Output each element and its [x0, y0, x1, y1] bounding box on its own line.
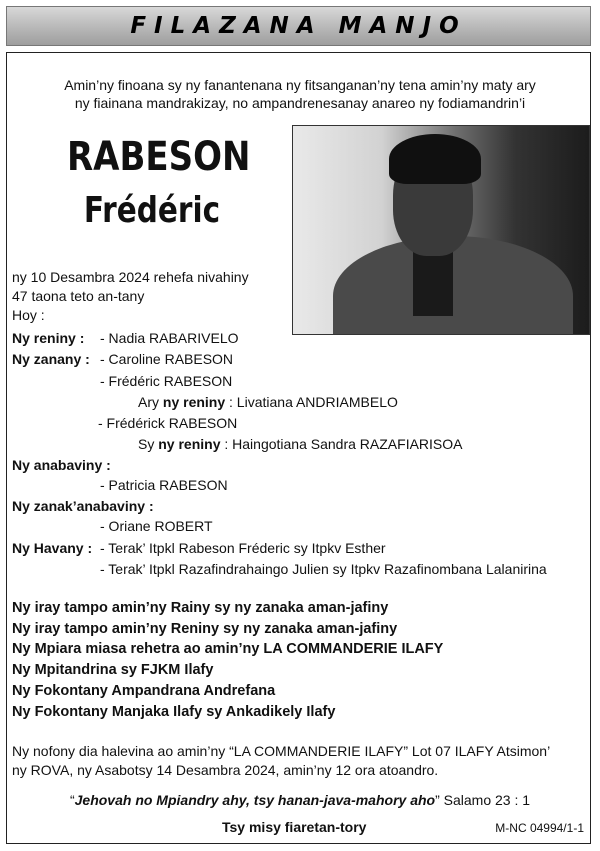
- nieces-label: Ny zanak’anabaviny :: [12, 498, 154, 514]
- photo-hair: [389, 134, 481, 184]
- header-banner: [6, 6, 591, 46]
- children-label: Ny zanany :: [12, 351, 90, 367]
- intro-text: [20, 76, 580, 112]
- relatives-label: Ny Havany :: [12, 540, 93, 556]
- mother-label: Ny reniny :: [12, 330, 85, 346]
- siblings-label: Ny anabaviny :: [12, 457, 111, 473]
- child-2-spouse-name: : Livatiana ANDRIAMBELO: [229, 394, 398, 410]
- death-date-line: ny 10 Desambra 2024 rehefa nivahiny: [12, 269, 249, 285]
- also-line-1: Ny iray tampo amin’ny Rainy sy ny zanaka aman-jafiny: [12, 600, 389, 616]
- also-line-5: Ny Fokontany Ampandrana Andrefana: [12, 682, 276, 699]
- child-1: - Caroline RABESON: [100, 351, 234, 367]
- verse-open-quote: “: [69, 792, 75, 808]
- child-3-spouse: [138, 435, 462, 453]
- photo-shirt: [413, 246, 453, 316]
- child-3: - Frédérick RABESON: [98, 415, 238, 431]
- closing-line: Tsy misy fiaretan-tory: [222, 819, 367, 835]
- deceased-last-name: RABESON: [67, 134, 251, 180]
- mother-name: - Nadia RABARIVELO: [100, 330, 239, 346]
- also-line-3: Ny Mpiara miasa rehetra ao amin’ny LA COMMANDERIE ILAFY: [12, 641, 444, 658]
- intro-line-1: Amin’ny finoana sy ny fanantenana ny fitsanganan’ny tena amin’ny maty ary: [64, 77, 536, 93]
- notice-reference: M-NC 04994/1-1: [495, 821, 584, 835]
- hoy-line: Hoy :: [12, 307, 45, 323]
- child-3-spouse-prefix: Sy: [138, 436, 155, 452]
- funeral-line-1: Ny nofony dia halevina ao amin’ny “LA COMMANDERIE ILAFY” Lot 07 ILAFY Atsimon’: [12, 743, 551, 759]
- relative-1: - Terak’ Itpkl Rabeson Fréderic sy Itpkv Esther: [100, 540, 386, 556]
- age-line: 47 taona teto an-tany: [12, 288, 145, 304]
- header-title: FILAZANA MANJO: [130, 13, 467, 39]
- bible-verse: [0, 792, 600, 808]
- child-2-spouse-label: ny reniny: [162, 394, 226, 410]
- funeral-line-2: ny ROVA, ny Asabotsy 14 Desambra 2024, amin’ny 12 ora atoandro.: [12, 762, 439, 778]
- niece-1: - Oriane ROBERT: [100, 518, 213, 534]
- child-2-spouse-prefix: Ary: [138, 394, 159, 410]
- also-line-6: Ny Fokontany Manjaka Ilafy sy Ankadikely Ilafy: [12, 703, 336, 720]
- funeral-details: [12, 742, 590, 780]
- also-line-4: Ny Mpitandrina sy FJKM Ilafy: [12, 662, 214, 679]
- child-3-spouse-name: : Haingotiana Sandra RAZAFIARISOA: [224, 436, 463, 452]
- deceased-first-name: Frédéric: [83, 190, 221, 231]
- child-2-spouse: [138, 393, 398, 411]
- sibling-1: - Patricia RABESON: [100, 477, 228, 493]
- child-2: - Frédéric RABESON: [100, 373, 233, 389]
- relative-2: - Terak’ Itpkl Razafindrahaingo Julien sy Itpkv Razafinombana Lalanirina: [100, 561, 547, 577]
- verse-reference: Salamo 23 : 1: [439, 792, 531, 808]
- deceased-photo: [292, 125, 590, 335]
- intro-line-2: ny fiainana mandrakizay, no ampandrenesanay anareo ny fodiamandrin’i: [74, 95, 526, 111]
- verse-text: Jehovah no Mpiandry ahy, tsy hanan-java-mahory aho: [74, 792, 436, 808]
- also-line-2: Ny iray tampo amin’ny Reniny sy ny zanaka aman-jafiny: [12, 620, 398, 637]
- verse-close-quote: ”: [435, 792, 440, 808]
- child-3-spouse-label: ny reniny: [158, 436, 221, 452]
- also-mourning-list: [12, 598, 592, 722]
